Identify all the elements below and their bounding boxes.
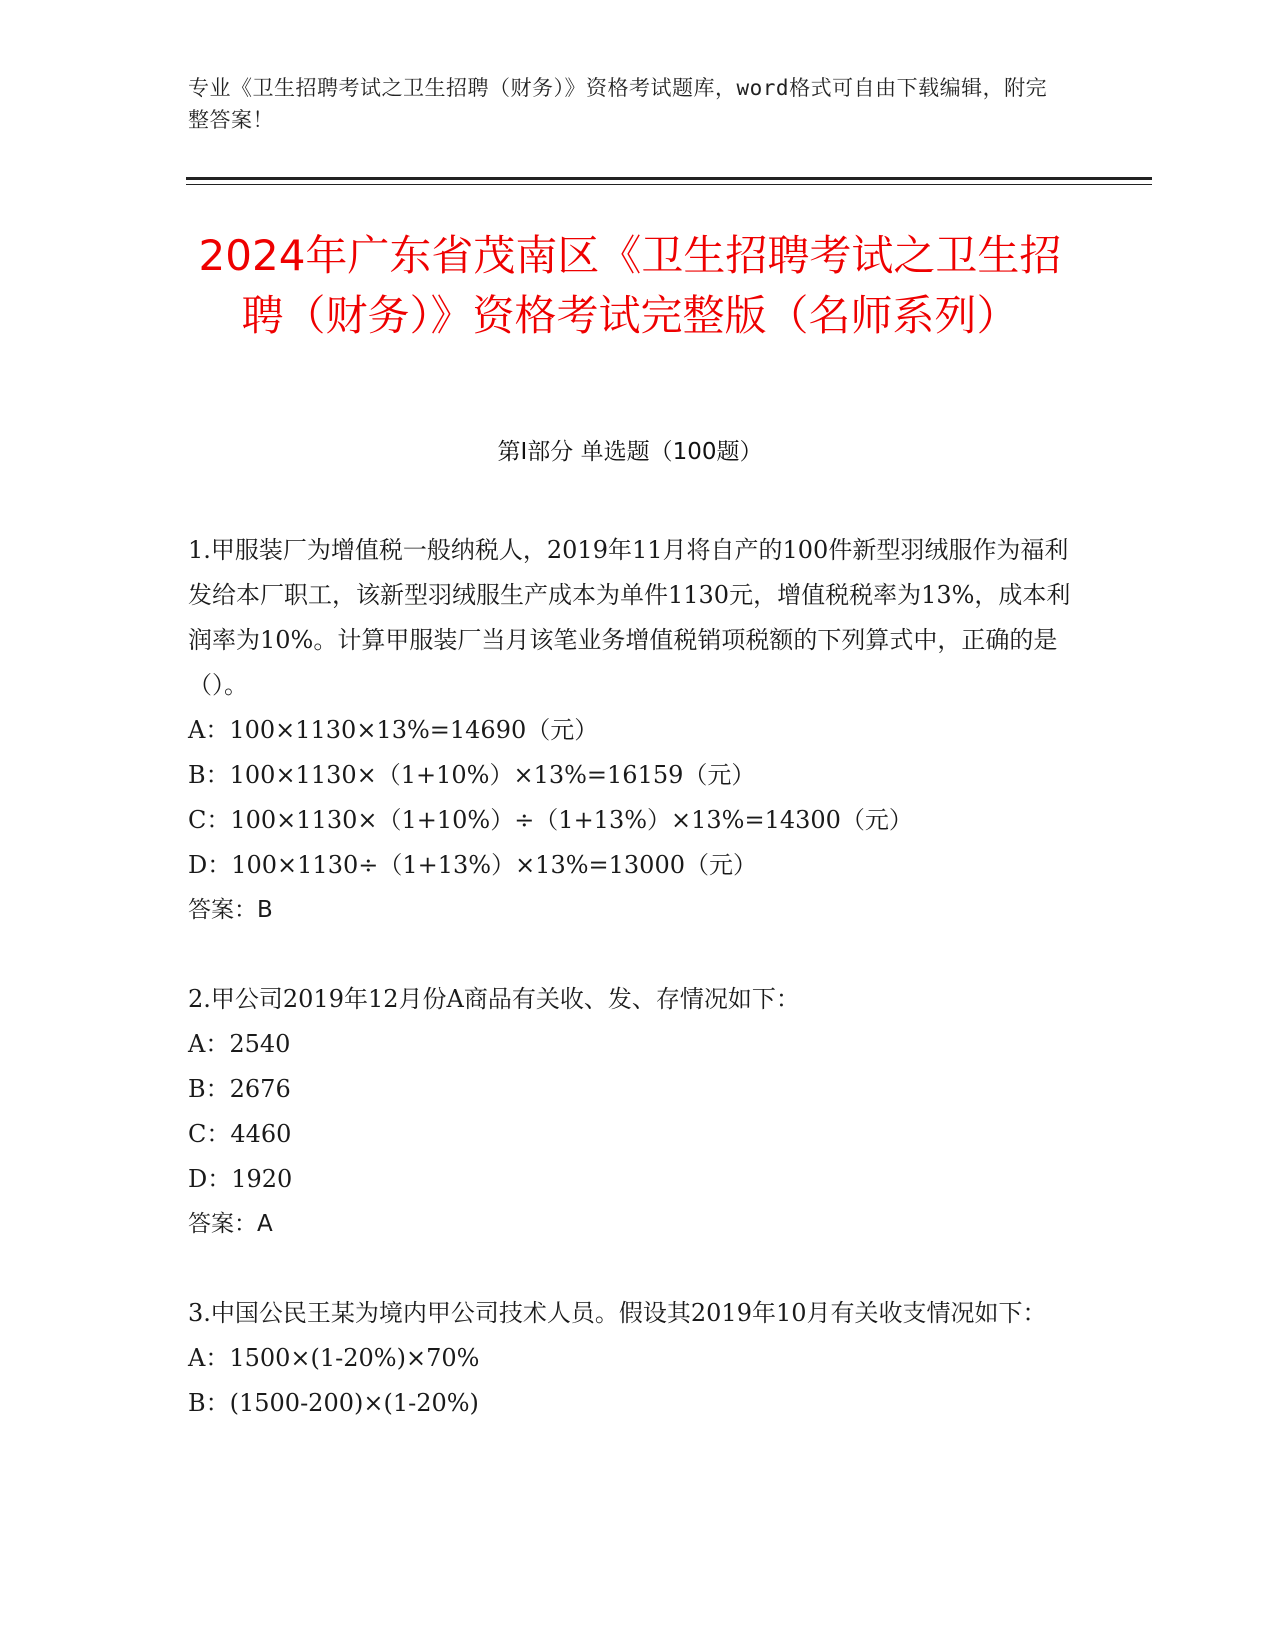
document-title: 2024年广东省茂南区《卫生招聘考试之卫生招聘（财务）》资格考试完整版（名师系列） — [198, 231, 1062, 340]
option-a: A：1500×(1-20%)×70% — [188, 1344, 480, 1372]
question-3 — [188, 1291, 1078, 1426]
option-a: A：100×1130×13%=14690（元） — [188, 716, 599, 744]
header-divider-thick — [186, 177, 1152, 180]
section-heading: 第I部分 单选题（100题） — [497, 439, 763, 465]
option-d: D：100×1130÷（1+13%）×13%=13000（元） — [188, 851, 757, 879]
option-a: A：2540 — [188, 1030, 291, 1058]
option-d: D：1920 — [188, 1165, 293, 1193]
header-note: 专业《卫生招聘考试之卫生招聘（财务）》资格考试题库，word格式可自由下载编辑，附完整答案！ — [188, 76, 1048, 132]
answer: 答案：A — [188, 1211, 273, 1237]
question-stem: 1.甲服装厂为增值税一般纳税人，2019年11月将自产的100件新型羽绒服作为福利发给本厂职工，该新型羽绒服生产成本为单件1130元，增值税税率为13%，成本利润率为10%。计算甲服装厂当月该笔业务增值税销项税额的下列算式中，正确的是（）。 — [188, 536, 1071, 699]
option-b: B：(1500-200)×(1-20%) — [188, 1389, 479, 1417]
question-stem: 2.甲公司2019年12月份A商品有关收、发、存情况如下： — [188, 985, 800, 1013]
option-c: C：4460 — [188, 1120, 292, 1148]
question-list — [188, 528, 1078, 1470]
option-b: B：100×1130×（1+10%）×13%=16159（元） — [188, 761, 756, 789]
option-b: B：2676 — [188, 1075, 291, 1103]
answer: 答案：B — [188, 897, 273, 923]
header-divider-thin — [186, 184, 1152, 185]
question-stem: 3.中国公民王某为境内甲公司技术人员。假设其2019年10月有关收支情况如下： — [188, 1299, 1047, 1327]
question-1 — [188, 528, 1078, 933]
question-2 — [188, 977, 1078, 1247]
option-c: C：100×1130×（1+10%）÷（1+13%）×13%=14300（元） — [188, 806, 913, 834]
